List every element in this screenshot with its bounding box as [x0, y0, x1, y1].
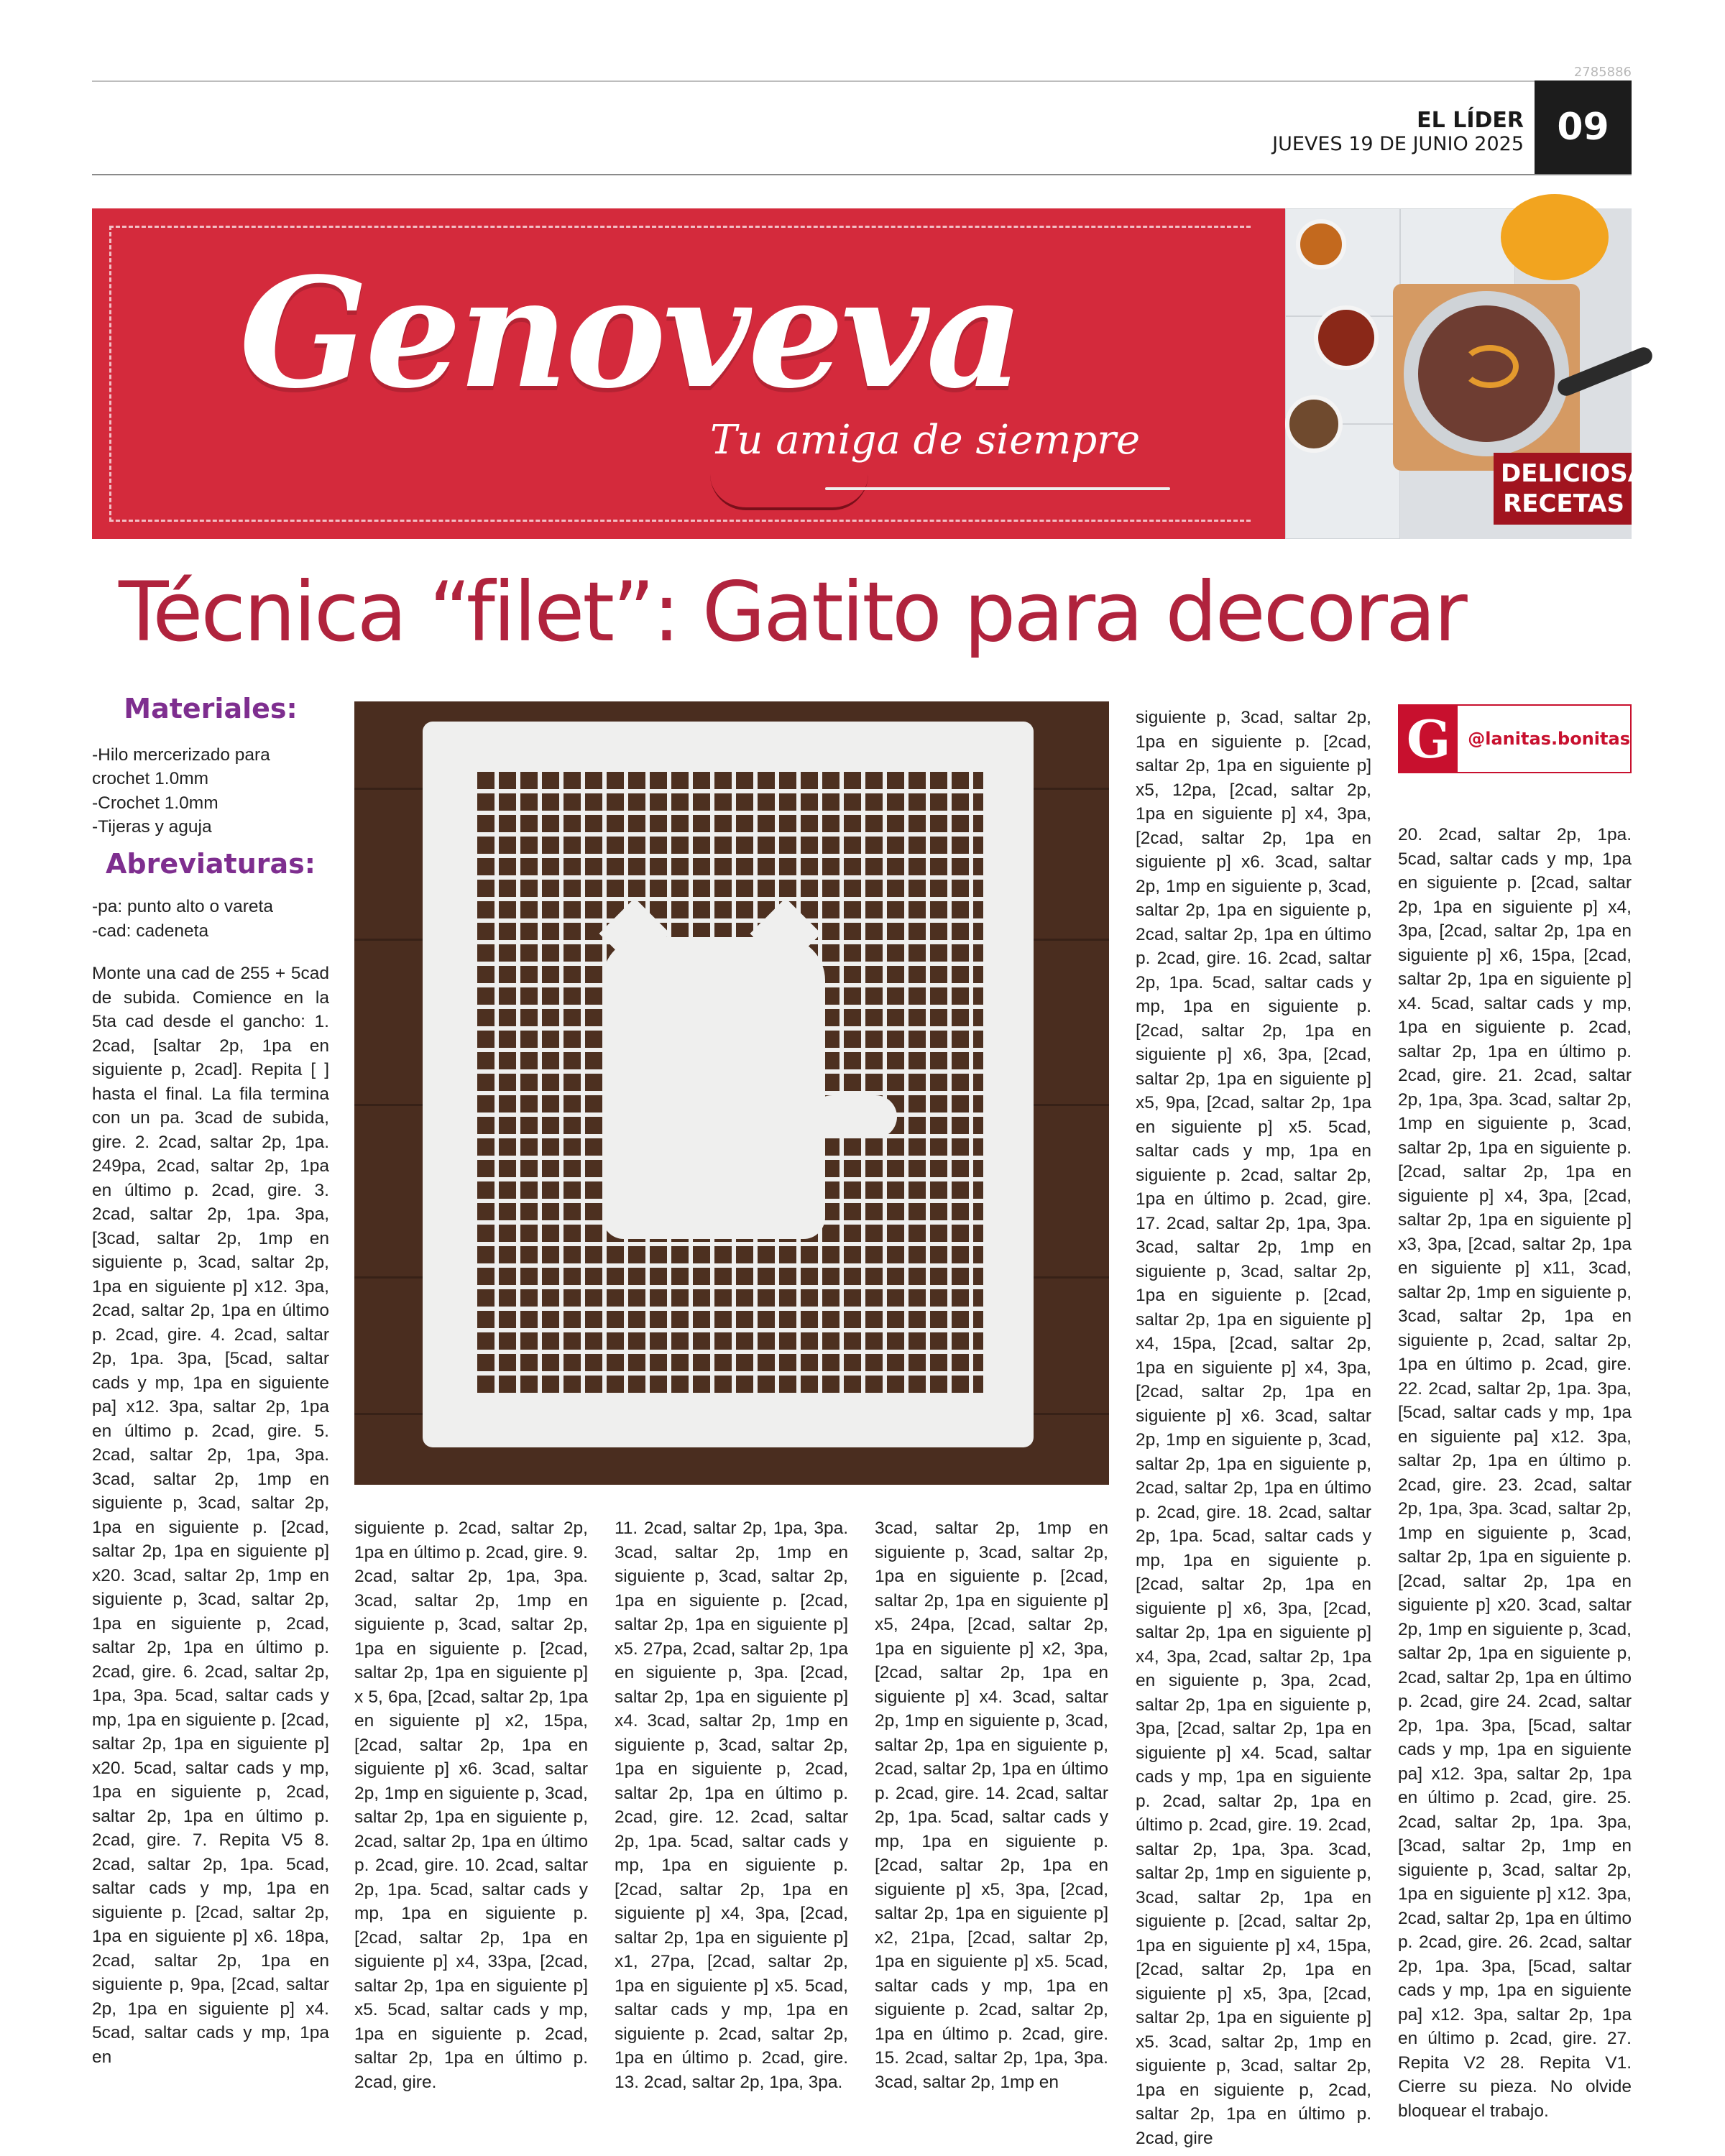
publication-info	[1272, 108, 1524, 155]
section-label-line2: RECETAS	[1503, 489, 1624, 518]
orange-zest-image	[1461, 345, 1519, 388]
section-label	[1494, 453, 1665, 525]
instructions-text: 11. 2cad, saltar 2p, 1pa, 3pa. 3cad, saltar 2p, 1mp en siguiente p, 3cad, saltar 2p, 1pa en siguiente p. [2cad, saltar 2p, 1pa en siguiente p] x5. 27pa, 2cad, saltar 2p, 1pa en siguiente p, 3pa. [2cad, saltar 2p, 1pa en siguiente p] x4. 3cad, saltar 2p, 1mp en siguiente p, 3cad, saltar 2p, 1pa en siguiente p, 2cad, saltar 2p, 1pa en último p. 2cad, gire. 12. 2cad, saltar 2p, 1pa. 5cad, saltar cads y mp, 1pa en siguiente p. [2cad, saltar 2p, 1pa en siguiente p] x4, 3pa, [2cad, saltar 2p, 1pa en siguiente p] x1, 27pa, [2cad, saltar 2p, 1pa en siguiente p] x5. 5cad, saltar cads y mp, 1pa en siguiente p. 2cad, saltar 2p, 1pa en último p. 2cad, gire. 13. 2cad, saltar 2p, 1pa, 3pa.	[615, 1519, 848, 2092]
instructions-text: siguiente p. 2cad, saltar 2p, 1pa en último p. 2cad, gire. 9. 2cad, saltar 2p, 1pa, 3pa. 3cad, saltar 2p, 1mp en siguiente p, 3cad, saltar 2p, 1pa en siguiente p. [2cad, saltar 2p, 1pa en siguiente p] x 5, 6pa, [2cad, saltar 2p, 1pa en siguiente p] x2, 15pa, [2cad, saltar 2p, 1pa en siguiente p] x6. 3cad, saltar 2p, 1mp en siguiente p, 3cad, saltar 2p, 1pa en siguiente p, 2cad, saltar 2p, 1pa en último p. 2cad, gire. 10. 2cad, saltar 2p, 1pa. 5cad, saltar cads y mp, 1pa en siguiente p. [2cad, saltar 2p, 1pa en siguiente p] x4, 33pa, [2cad, saltar 2p, 1pa en siguiente p] x5. 5cad, saltar cads y mp, 1pa en siguiente p. 2cad, saltar 2p, 1pa en último p. 2cad, gire.	[354, 1519, 588, 2092]
article-title: Técnica “filet”: Gatito para decorar	[119, 564, 1466, 660]
article-column-2	[354, 1516, 588, 2094]
abbreviations-title: Abreviaturas:	[106, 847, 316, 880]
banner-logo: Genoveva	[239, 244, 1021, 422]
section-label-line1: DELICIOSAS	[1501, 459, 1665, 488]
page-number: 09	[1535, 80, 1632, 174]
publication-name: EL LÍDER	[1417, 108, 1524, 133]
filet-doily-image	[423, 722, 1034, 1447]
materials-item: -Tijeras y aguja	[92, 817, 212, 837]
article-column-4	[875, 1516, 1108, 2094]
instructions-text: 3cad, saltar 2p, 1mp en siguiente p, 3cad, saltar 2p, 1pa en siguiente p. [2cad, saltar 2p, 1pa en siguiente p] x5, 24pa, [2cad, saltar 2p, 1pa en siguiente p] x2, 3pa, [2cad, saltar 2p, 1pa en siguiente p] x4. 3cad, saltar 2p, 1mp en siguiente p, 3cad, saltar 2p, 1pa en siguiente p, 2cad, saltar 2p, 1pa en último p. 2cad, gire. 14. 2cad, saltar 2p, 1pa. 5cad, saltar cads y mp, 1pa en siguiente p. [2cad, saltar 2p, 1pa en siguiente p] x5, 3pa, [2cad, saltar 2p, 1pa en siguiente p] x2, 21pa, [2cad, saltar 2p, 1pa en siguiente p] x5. 5cad, saltar cads y mp, 1pa en siguiente p. 2cad, saltar 2p, 1pa en último p. 2cad, gire. 15. 2cad, saltar 2p, 1pa, 3pa. 3cad, saltar 2p, 1mp en	[875, 1519, 1108, 2092]
abbreviation-item: -pa: punto alto o vareta	[92, 897, 273, 916]
instructions-text: Monte una cad de 255 + 5cad de subida. Comience en la 5ta cad desde el gancho: 1. 2cad, [saltar 2p, 1pa en siguiente p, 2cad]. Repita [ ] hasta el final. La fila termina con un pa. 3cad de subida, gire. 2. 2cad, saltar 2p, 1pa. 249pa, 2cad, saltar 2p, 1pa en último p. 2cad, gire. 3. 2cad, saltar 2p, 1pa. 3pa, [3cad, saltar 2p, 1mp en siguiente p, 3cad, saltar 2p, 1pa en siguiente p] x12. 3pa, 2cad, saltar 2p, 1pa en último p. 2cad, gire. 4. 2cad, saltar 2p, 1pa. 3pa, [5cad, saltar cads y mp, 1pa en siguiente pa] x12. 3pa, saltar 2p, 1pa en último p. 2cad, gire. 5. 2cad, saltar 2p, 1pa, 3pa. 3cad, saltar 2p, 1mp en siguiente p, 3cad, saltar 2p, 1pa en siguiente p. [2cad, saltar 2p, 1pa en siguiente p] x20. 3cad, saltar 2p, 1mp en siguiente p, 3cad, saltar 2p, 1pa en siguiente p, 2cad, saltar 2p, 1pa en último p. 2cad, gire. 6. 2cad, saltar 2p, 1pa, 3pa. 5cad, saltar cads y mp, 1pa en siguiente p. [2cad, saltar 2p, 1pa en siguiente p] x20. 5cad, saltar cads y mp, 1pa en siguiente p, 2cad, saltar 2p, 1pa en último p. 2cad, gire. 7. Repita V5 8. 2cad, saltar 2p, 1pa. 5cad, saltar cads y mp, 1pa en siguiente p. [2cad, saltar 2p, 1pa en siguiente p] x6. 18pa, 2cad, saltar 2p, 1pa en siguiente p, 9pa, [2cad, saltar 2p, 1pa en siguiente p] x4. 5cad, saltar cads y mp, 1pa en	[92, 964, 329, 2067]
social-handle: @lanitas.bonitas	[1468, 729, 1630, 749]
crochet-cat-photo	[354, 701, 1109, 1485]
cat-tail-image	[811, 1095, 897, 1138]
instructions-text: 20. 2cad, saltar 2p, 1pa. 5cad, saltar cads y mp, 1pa en siguiente p. [2cad, saltar 2p, 1pa en siguiente p] x4, 3pa, [2cad, saltar 2p, 1pa en siguiente p] x6, 15pa, [2cad, saltar 2p, 1pa en siguiente p] x4. 5cad, saltar cads y mp, 1pa en siguiente p. 2cad, saltar 2p, 1pa en último p. 2cad, gire. 21. 2cad, saltar 2p, 1pa, 3pa. 3cad, saltar 2p, 1mp en siguiente p, 3cad, saltar 2p, 1pa en siguiente p. [2cad, saltar 2p, 1pa en siguiente p] x4, 3pa, [2cad, saltar 2p, 1pa en siguiente p] x3, 3pa, [2cad, saltar 2p, 1pa en siguiente p] x11, 3cad, saltar 2p, 1mp en siguiente p, 3cad, saltar 2p, 1pa en siguiente p, 2cad, saltar 2p, 1pa en último p. 2cad, gire. 22. 2cad, saltar 2p, 1pa. 3pa, [5cad, saltar cads y mp, 1pa en siguiente pa] x12. 3pa, saltar 2p, 1pa en último p. 2cad, gire. 23. 2cad, saltar 2p, 1pa, 3pa. 3cad, saltar 2p, 1mp en siguiente p, 3cad, saltar 2p, 1pa en siguiente p. [2cad, saltar 2p, 1pa en siguiente p] x20. 3cad, saltar 2p, 1mp en siguiente p, 3cad, saltar 2p, 1pa en siguiente p, 2cad, saltar 2p, 1pa en último p. 2cad, gire 24. 2cad, saltar 2p, 1pa. 3pa, [5cad, saltar cads y mp, 1pa en siguiente pa] x12. 3pa, saltar 2p, 1pa en último p. 2cad, gire. 25. 2cad, saltar 2p, 1pa. 3pa, [3cad, saltar 2p, 1mp en siguiente p, 3cad, saltar 2p, 1pa en siguiente p] x12. 3pa, 2cad, saltar 2p, 1pa en último p. 2cad, gire. 26. 2cad, saltar 2p, 1pa. 3pa, [5cad, saltar cads y mp, 1pa en siguiente pa] x12. 3pa, saltar 2p, 1pa en último p. 2cad, gire. 27. Repita V2 28. Repita V1. Cierre su pieza. No olvide bloquear el trabajo.	[1398, 825, 1632, 2121]
header-rule-bottom	[92, 174, 1632, 175]
materials-title: Materiales:	[124, 693, 298, 724]
banner-tagline: Tu amiga de siempre	[710, 417, 1141, 464]
article-column-3	[615, 1516, 848, 2094]
materials-item: -Crochet 1.0mm	[92, 793, 218, 813]
recipe-photo	[1285, 208, 1665, 539]
instructions-text: siguiente p, 3cad, saltar 2p, 1pa en siguiente p. [2cad, saltar 2p, 1pa en siguiente p] x5, 12pa, [2cad, saltar 2p, 1pa en siguiente p] x4, 3pa, [2cad, saltar 2p, 1pa en siguiente p] x6. 3cad, saltar 2p, 1mp en siguiente p, 3cad, saltar 2p, 1pa en siguiente p, 2cad, saltar 2p, 1pa en último p. 2cad, gire. 16. 2cad, saltar 2p, 1pa. 5cad, saltar cads y mp, 1pa en siguiente p. [2cad, saltar 2p, 1pa en siguiente p] x6, 3pa, [2cad, saltar 2p, 1pa en siguiente p] x5, 9pa, [2cad, saltar 2p, 1pa en siguiente p] x5. 5cad, saltar cads y mp, 1pa en siguiente p. 2cad, saltar 2p, 1pa en último p. 2cad, gire. 17. 2cad, saltar 2p, 1pa, 3pa. 3cad, saltar 2p, 1mp en siguiente p, 3cad, saltar 2p, 1pa en siguiente p. [2cad, saltar 2p, 1pa en siguiente p] x4, 15pa, [2cad, saltar 2p, 1pa en siguiente p] x4, 3pa, [2cad, saltar 2p, 1pa en siguiente p] x6. 3cad, saltar 2p, 1mp en siguiente p, 3cad, saltar 2p, 1pa en siguiente p, 2cad, saltar 2p, 1pa en último p. 2cad, gire. 18. 2cad, saltar 2p, 1pa. 5cad, saltar cads y mp, 1pa en siguiente p. [2cad, saltar 2p, 1pa en siguiente p] x6, 3pa, [2cad, saltar 2p, 1pa en siguiente p] x4, 3pa, 2cad, saltar 2p, 1pa en siguiente p, 3pa, 2cad, saltar 2p, 1pa en siguiente p, 3pa, [2cad, saltar 2p, 1pa en siguiente p] x4. 5cad, saltar cads y mp, 1pa en siguiente p. 2cad, saltar 2p, 1pa en último p. 2cad, gire. 19. 2cad, saltar 2p, 1pa, 3pa. 3cad, saltar 2p, 1mp en siguiente p, 3cad, saltar 2p, 1pa en siguiente p. [2cad, saltar 2p, 1pa en siguiente p] x4, 15pa, [2cad, saltar 2p, 1pa en siguiente p] x5, 3pa, [2cad, saltar 2p, 1pa en siguiente p] x5. 3cad, saltar 2p, 1mp en siguiente p, 3cad, saltar 2p, 1pa en siguiente p, 2cad, saltar 2p, 1pa en último p. 2cad, gire	[1136, 708, 1371, 2148]
article-column-6	[1398, 823, 1632, 2123]
spice-bowl-image	[1296, 219, 1346, 270]
spice-bowl-image	[1314, 305, 1379, 370]
social-handle-box	[1398, 704, 1632, 773]
publication-date: JUEVES 19 DE JUNIO 2025	[1272, 133, 1524, 155]
page-id-code: 2785886	[1573, 65, 1632, 80]
abbreviation-item: -cad: cadeneta	[92, 921, 209, 941]
section-banner	[92, 208, 1665, 539]
article-column-5	[1136, 706, 1371, 2150]
materials-item: -Hilo mercerizado para crochet 1.0mm	[92, 745, 270, 788]
needle-icon	[825, 487, 1170, 490]
spice-bowl-image	[1285, 395, 1343, 453]
publication-logo-icon: G	[1399, 706, 1458, 772]
article-column-1	[92, 693, 329, 2069]
header-rule-top	[92, 80, 1632, 82]
thread-icon	[710, 474, 868, 510]
orange-image	[1501, 194, 1609, 280]
cat-motif-image	[602, 937, 825, 1239]
